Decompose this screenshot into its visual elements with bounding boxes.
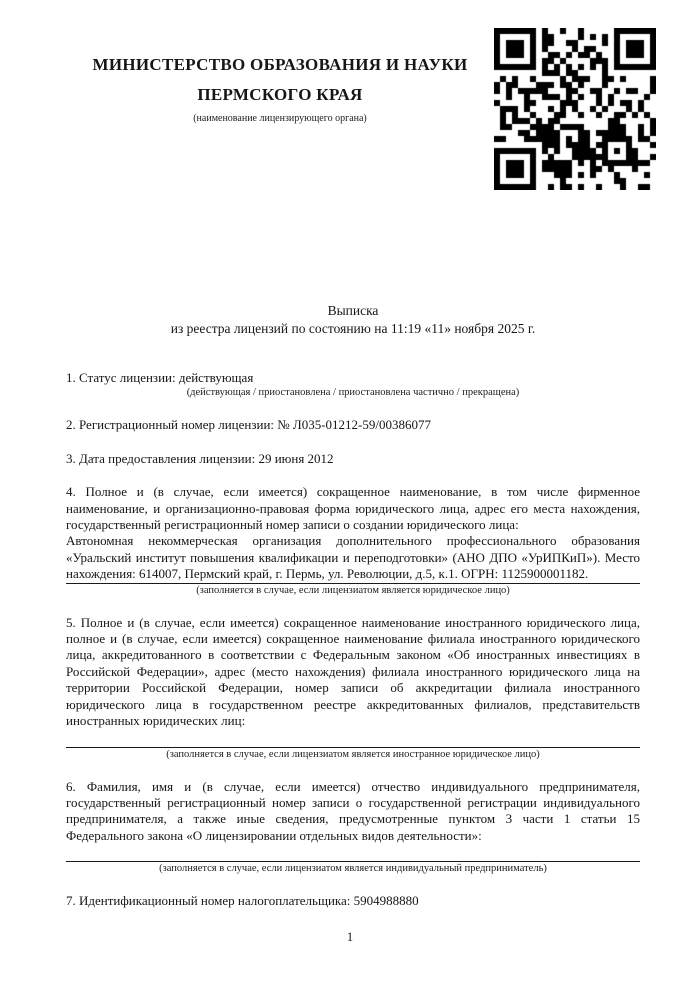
document-title-line1: Выписка: [327, 303, 379, 318]
field-entrepreneur-question: 6. Фамилия, имя и (в случае, если имеется) отчество индивидуального предпринимателя, государственный регистрационный номер записи о государственной регистрации индивидуального предпринимателя, а также иные сведения, предусмотренные пунктом 3 части 1 статьи 15 Федерального закона «О лицензировании отдельных видов деятельности»:: [66, 778, 640, 843]
licensing-authority: [66, 50, 494, 124]
field-foreign-entity-question: 5. Полное и (в случае, если имеется) сокращенное наименование иностранного юридического лица, полное и (в случае, если имеется) сокращенное наименование филиала иностранного юридического лица, аккредитованного в соответствии с Федеральным законом «Об иностранных инвестициях в Российской Федерации», адрес (место нахождения) филиала иностранного юридического лица на территории Российской Федерации, номер записи об аккредитации филиала иностранного юридического лица в государственном реестре аккредитованных филиалов, представительств иностранных юридических лиц:: [66, 614, 640, 729]
ministry-caption: (наименование лицензирующего органа): [193, 113, 367, 124]
field-registration-number-text: 2. Регистрационный номер лицензии: № Л035-01212-59/00386077: [66, 417, 432, 433]
ministry-name-line2: ПЕРМСКОГО КРАЯ: [197, 85, 363, 104]
ministry-name: [66, 50, 494, 110]
ministry-name-line1: МИНИСТЕРСТВО ОБРАЗОВАНИЯ И НАУКИ: [92, 55, 468, 74]
field-entrepreneur: [66, 779, 640, 877]
field-entrepreneur-caption: (заполняется в случае, если лицензиатом является индивидуальный предприниматель): [159, 863, 547, 875]
qr-code-icon: [494, 28, 656, 190]
field-license-status-caption: (действующая / приостановлена / приостановлена частично / прекращена): [186, 387, 520, 399]
page-number: 1: [346, 930, 354, 944]
field-grant-date: [66, 451, 640, 467]
field-legal-entity-question: 4. Полное и (в случае, если имеется) сокращенное наименование, в том числе фирменное наименование, и организационно-правовая форма юридического лица, адрес его места нахождения, государственный регистрационный номер записи о создании юридического лица:: [66, 484, 640, 533]
field-taxpayer-number: [66, 893, 640, 909]
field-legal-entity-caption: (заполняется в случае, если лицензиатом является юридическое лицо): [196, 584, 510, 596]
field-legal-entity-answer: Автономная некоммерческая организация дополнительного профессионального образования «Уральский институт повышения квалификации и переподготовки» (АНО ДПО «УрИПКиП»). Место нахождения: 614007, Пермский край, г. Пермь, ул. Революции, д.5, к.1. ОГРН: 1125900001182.: [66, 533, 640, 582]
field-foreign-entity: [66, 615, 640, 762]
field-license-status: [66, 370, 640, 400]
document-header: [66, 0, 640, 245]
document-title: [66, 302, 640, 337]
field-legal-entity: [66, 484, 640, 597]
field-license-status-text: 1. Статус лицензии: действующая: [66, 370, 254, 385]
field-taxpayer-number-text: 7. Идентификационный номер налогоплательщика: 5904988880: [66, 893, 419, 909]
field-foreign-entity-caption: (заполняется в случае, если лицензиатом является иностранное юридическое лицо): [166, 748, 540, 760]
field-grant-date-text: 3. Дата предоставления лицензии: 29 июня 2012: [66, 450, 334, 466]
document-title-line2: из реестра лицензий по состоянию на 11:19 «11» ноября 2025 г.: [170, 320, 536, 336]
field-registration-number: [66, 417, 640, 433]
qr-code-canvas: [494, 28, 656, 190]
